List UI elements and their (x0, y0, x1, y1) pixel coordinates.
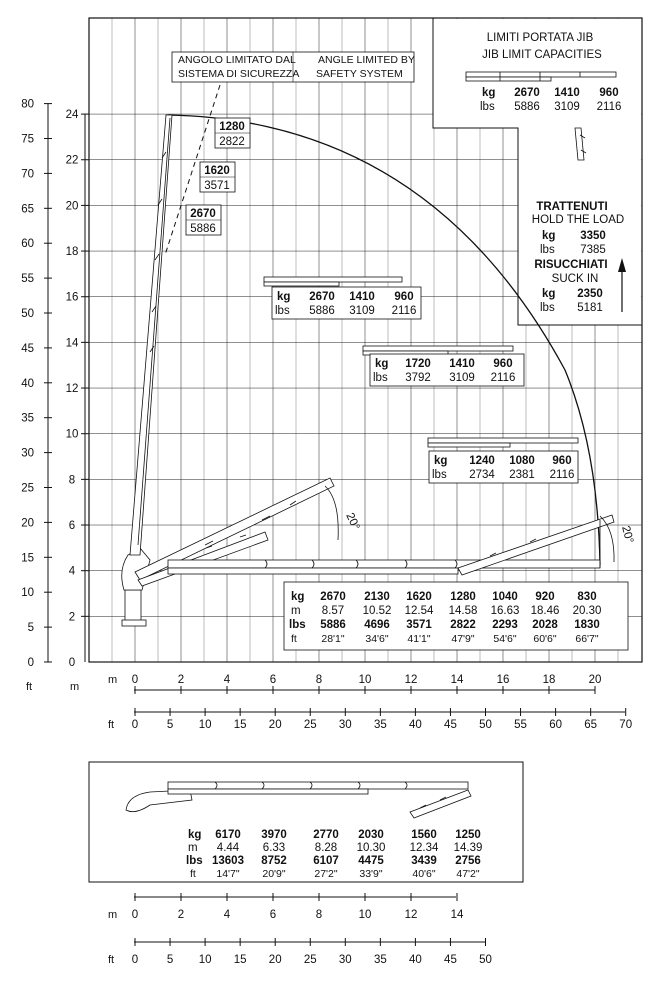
angle-limited-note (172, 52, 415, 82)
table-cell-kg: 2130 (364, 591, 390, 603)
table-cell-m: 14.58 (448, 605, 478, 617)
angle-label-20-2: 20° (619, 524, 636, 545)
m-tick-label: 2 (177, 674, 185, 686)
bottom-row-label: m (188, 842, 198, 854)
cap-lbs: 3109 (449, 372, 475, 384)
ft-tick-label: 65 (21, 203, 34, 216)
jib-kg-value: 960 (599, 87, 619, 99)
table-cell-ft: 34'6" (365, 633, 389, 645)
cap-kg: 1410 (349, 291, 375, 303)
cap-kg: 960 (493, 358, 513, 370)
bottom-table-cell-ft: 40'6" (412, 868, 436, 880)
hold-title: TRATTENUTI (536, 201, 608, 213)
bottom-axis-m-unit: m (108, 674, 118, 686)
ft-tick-label: 55 (21, 273, 34, 286)
m-tick-label: 20 (588, 674, 602, 686)
ft-tick-label: 20 (268, 954, 282, 966)
m-tick-label: 2 (177, 909, 185, 921)
m-tick-label: 4 (223, 674, 231, 686)
hold-subtitle: HOLD THE LOAD (531, 214, 625, 226)
ft-tick-label: 10 (198, 954, 212, 966)
ft-tick-label: 45 (21, 342, 34, 355)
table-cell-lbs: 5886 (320, 619, 346, 631)
tip-lbs: 2822 (219, 136, 245, 148)
suck-title: RISUCCHIATI (534, 259, 608, 271)
jib-subtitle: JIB LIMIT CAPACITIES (482, 49, 602, 61)
cap-kg-label: kg (375, 358, 389, 370)
m-tick-label: 8 (315, 674, 323, 686)
bottom-row-label: ft (190, 868, 196, 880)
ft-tick-label: 10 (198, 719, 212, 731)
cap-lbs: 2116 (490, 372, 516, 384)
ft-tick-label: 70 (619, 719, 633, 731)
m-tick-label: 4 (68, 565, 76, 578)
tip-lbs: 3571 (204, 180, 230, 192)
capacity-box-3 (429, 451, 578, 483)
tip-capacity-box-1 (215, 118, 250, 148)
table-row-label: lbs (289, 619, 306, 631)
note-it-line2: SISTEMA DI SICUREZZA (178, 68, 300, 80)
bottom-chart-axis-m (108, 893, 464, 921)
cap-lbs-label: lbs (432, 469, 447, 481)
jib-kg-value: 2670 (514, 87, 540, 99)
cap-kg: 1720 (405, 358, 431, 370)
m-tick-label: 4 (223, 909, 231, 921)
suck-kg-value: 2350 (577, 288, 603, 300)
bottom-axis-ft-unit: ft (108, 719, 115, 731)
table-row-label: ft (291, 633, 297, 645)
table-cell-m: 20.30 (572, 605, 602, 617)
table-cell-lbs: 3571 (406, 619, 432, 631)
angle-label-20-1: 20° (343, 511, 362, 533)
ft-tick-label: 0 (27, 657, 34, 669)
ft-tick-label: 70 (21, 168, 34, 181)
cap-lbs: 2116 (391, 305, 417, 317)
cap-lbs: 2734 (469, 469, 495, 481)
ft-tick-label: 10 (21, 587, 34, 600)
tip-kg: 1280 (219, 121, 245, 133)
cap-lbs-label: lbs (275, 305, 290, 317)
table-cell-ft: 54'6" (493, 633, 517, 645)
ft-tick-label: 40 (409, 719, 422, 731)
bottom-table-cell-lbs: 4475 (358, 855, 384, 867)
note-en-line2: SAFETY SYSTEM (316, 68, 403, 80)
ft-tick-label: 50 (479, 954, 492, 966)
jib-lbs-value: 5886 (514, 101, 540, 113)
m-tick-label: 16 (496, 674, 510, 686)
m-tick-label: 16 (65, 291, 79, 304)
suck-lbs-value: 5181 (577, 302, 603, 314)
tip-capacity-box-2 (200, 162, 235, 192)
left-axis-ft-unit: ft (26, 681, 33, 693)
ft-tick-label: 5 (27, 622, 34, 635)
table-cell-ft: 66'7" (575, 633, 599, 645)
m-tick-label: 6 (269, 909, 277, 921)
m-tick-label: 0 (68, 657, 76, 669)
ft-tick-label: 30 (21, 447, 34, 460)
ft-tick-label: 40 (21, 377, 34, 390)
cap-lbs-label: lbs (373, 372, 388, 384)
cap-kg: 1080 (509, 455, 535, 467)
m-tick-label: 8 (68, 474, 76, 487)
jib-limits-panel (433, 18, 642, 325)
bottom-table-cell-kg: 1560 (411, 829, 437, 841)
m-tick-label: 10 (65, 428, 79, 441)
suck-lbs-label: lbs (540, 302, 555, 314)
bottom-axis-ft (108, 708, 632, 731)
bottom-table-cell-kg: 3970 (261, 829, 287, 841)
table-cell-kg: 1040 (492, 591, 518, 603)
hold-kg-value: 3350 (580, 230, 606, 242)
bottom-row-label: kg (188, 829, 202, 841)
ft-tick-label: 50 (21, 308, 34, 320)
jib-lbs-label: lbs (480, 101, 495, 113)
m-tick-label: 14 (65, 337, 79, 350)
m-tick-label: 0 (131, 909, 139, 921)
bottom-chart-m-unit: m (108, 909, 118, 921)
table-cell-kg: 1620 (406, 591, 432, 603)
table-cell-lbs: 2822 (450, 619, 476, 631)
ft-tick-label: 0 (131, 954, 139, 966)
ft-tick-label: 20 (268, 719, 282, 731)
bottom-axis-m (108, 674, 601, 694)
tip-lbs: 5886 (190, 223, 216, 235)
jib-kg-value: 1410 (554, 87, 580, 99)
bottom-chart-axis-ft (108, 938, 492, 966)
cap-kg-label: kg (277, 291, 291, 303)
ft-tick-label: 30 (338, 954, 352, 966)
cap-lbs: 2381 (509, 469, 535, 481)
capacity-box-2 (370, 354, 524, 386)
bottom-table-cell-ft: 27'2" (314, 868, 338, 880)
m-tick-label: 12 (404, 909, 418, 921)
table-cell-m: 18.46 (530, 605, 560, 617)
bottom-table-cell-lbs: 8752 (261, 855, 287, 867)
table-cell-m: 8.57 (321, 605, 345, 617)
bottom-row-label: lbs (186, 855, 203, 867)
main-capacity-table (284, 582, 628, 650)
cap-lbs: 5886 (309, 305, 335, 317)
suck-subtitle: SUCK IN (551, 273, 599, 285)
suck-kg-label: kg (542, 288, 556, 300)
tip-capacity-box-3 (186, 205, 221, 235)
tip-kg: 1620 (204, 165, 230, 177)
m-tick-label: 24 (65, 109, 79, 122)
left-axis-m (66, 109, 89, 693)
m-tick-label: 22 (65, 154, 79, 167)
ft-tick-label: 75 (21, 133, 34, 146)
m-tick-label: 14 (450, 674, 464, 686)
m-tick-label: 14 (450, 909, 464, 921)
bottom-table-cell-m: 12.34 (409, 842, 439, 854)
cap-lbs: 3109 (349, 305, 375, 317)
hold-lbs-value: 7385 (580, 244, 606, 256)
note-it-line1: ANGOLO LIMITATO DAL (178, 54, 296, 66)
bottom-table-cell-ft: 47'2" (456, 868, 480, 880)
cap-kg-label: kg (434, 455, 448, 467)
angle-dimension-2 (600, 516, 635, 562)
m-tick-label: 0 (131, 674, 139, 686)
ft-tick-label: 55 (514, 719, 527, 731)
m-tick-label: 10 (358, 674, 372, 686)
bottom-table-cell-lbs: 2756 (455, 855, 481, 867)
ft-tick-label: 35 (21, 412, 34, 425)
capacity-box-1 (272, 287, 421, 319)
m-tick-label: 18 (65, 246, 79, 259)
cap-lbs: 2116 (549, 469, 575, 481)
ft-tick-label: 5 (166, 954, 174, 966)
bottom-table-cell-m: 6.33 (262, 842, 286, 854)
bottom-table-cell-lbs: 6107 (313, 855, 339, 867)
jib-title: LIMITI PORTATA JIB (486, 32, 594, 44)
bottom-table-cell-m: 10.30 (356, 842, 386, 854)
cap-kg: 960 (552, 455, 572, 467)
ft-tick-label: 35 (373, 954, 387, 966)
cap-kg: 960 (394, 291, 414, 303)
bottom-table-cell-m: 4.44 (216, 842, 240, 854)
hold-lbs-label: lbs (540, 244, 555, 256)
ft-tick-label: 60 (549, 719, 562, 731)
bottom-table-cell-ft: 33'9" (359, 868, 383, 880)
ft-tick-label: 45 (444, 719, 457, 731)
ft-tick-label: 15 (21, 552, 34, 565)
ft-tick-label: 0 (131, 719, 139, 731)
angle-dimension-1 (325, 486, 362, 540)
table-cell-lbs: 4696 (364, 619, 390, 631)
left-axis-ft (21, 99, 52, 693)
m-tick-label: 10 (358, 909, 372, 921)
table-cell-ft: 60'6" (533, 633, 557, 645)
bottom-table-cell-lbs: 3439 (411, 855, 437, 867)
table-row-label: kg (291, 591, 305, 603)
bottom-table-cell-kg: 1250 (455, 829, 481, 841)
ft-tick-label: 40 (409, 954, 422, 966)
table-cell-lbs: 2293 (492, 619, 518, 631)
ft-tick-label: 25 (303, 719, 317, 731)
ft-tick-label: 25 (303, 954, 317, 966)
bottom-table-cell-kg: 6170 (215, 829, 241, 841)
table-cell-kg: 1280 (450, 591, 476, 603)
ft-tick-label: 15 (233, 954, 247, 966)
table-cell-kg: 2670 (320, 591, 346, 603)
bottom-table-cell-ft: 14'7" (216, 868, 240, 880)
m-tick-label: 8 (315, 909, 323, 921)
ft-tick-label: 30 (338, 719, 352, 731)
cap-kg: 1410 (449, 358, 475, 370)
ft-tick-label: 50 (479, 719, 492, 731)
table-cell-m: 10.52 (362, 605, 392, 617)
tip-kg: 2670 (190, 208, 216, 220)
m-tick-label: 6 (68, 520, 76, 533)
ft-tick-label: 20 (21, 517, 34, 530)
cap-kg: 2670 (309, 291, 335, 303)
bottom-table-cell-m: 8.28 (314, 842, 338, 854)
ft-tick-label: 65 (584, 719, 598, 731)
ft-tick-label: 15 (233, 719, 247, 731)
table-cell-m: 12.54 (404, 605, 434, 617)
table-cell-lbs: 1830 (574, 619, 600, 631)
hold-kg-label: kg (542, 230, 556, 242)
cap-kg: 1240 (469, 455, 495, 467)
m-tick-label: 20 (65, 200, 79, 213)
m-tick-label: 12 (404, 674, 418, 686)
ft-tick-label: 45 (444, 954, 457, 966)
table-row-label: m (291, 605, 301, 617)
jib-lbs-value: 3109 (554, 101, 580, 113)
bottom-table-cell-kg: 2030 (358, 829, 384, 841)
ft-tick-label: 25 (21, 482, 34, 495)
ft-tick-label: 60 (21, 238, 34, 251)
cap-lbs: 3792 (405, 372, 431, 384)
m-tick-label: 18 (542, 674, 556, 686)
jib-kg-label: kg (482, 87, 496, 99)
m-tick-label: 2 (68, 611, 76, 624)
jib-lbs-value: 2116 (596, 101, 622, 113)
m-tick-label: 12 (65, 383, 79, 396)
bottom-chart-ft-unit: ft (108, 954, 115, 966)
table-cell-lbs: 2028 (532, 619, 558, 631)
ft-tick-label: 35 (373, 719, 387, 731)
ft-tick-label: 80 (21, 98, 34, 111)
bottom-table-cell-m: 14.39 (453, 842, 483, 854)
left-axis-m-unit: m (70, 681, 80, 693)
m-tick-label: 6 (269, 674, 277, 686)
bottom-table-cell-ft: 20'9" (262, 868, 286, 880)
table-cell-m: 16.63 (490, 605, 520, 617)
table-cell-ft: 41'1" (407, 633, 431, 645)
table-cell-ft: 47'9" (451, 633, 475, 645)
table-cell-kg: 830 (577, 591, 597, 603)
table-cell-kg: 920 (535, 591, 555, 603)
note-en-line1: ANGLE LIMITED BY (318, 54, 415, 66)
ft-tick-label: 5 (166, 719, 174, 731)
bottom-table-cell-lbs: 13603 (212, 855, 244, 867)
bottom-table-cell-kg: 2770 (313, 829, 339, 841)
table-cell-ft: 28'1" (321, 633, 345, 645)
